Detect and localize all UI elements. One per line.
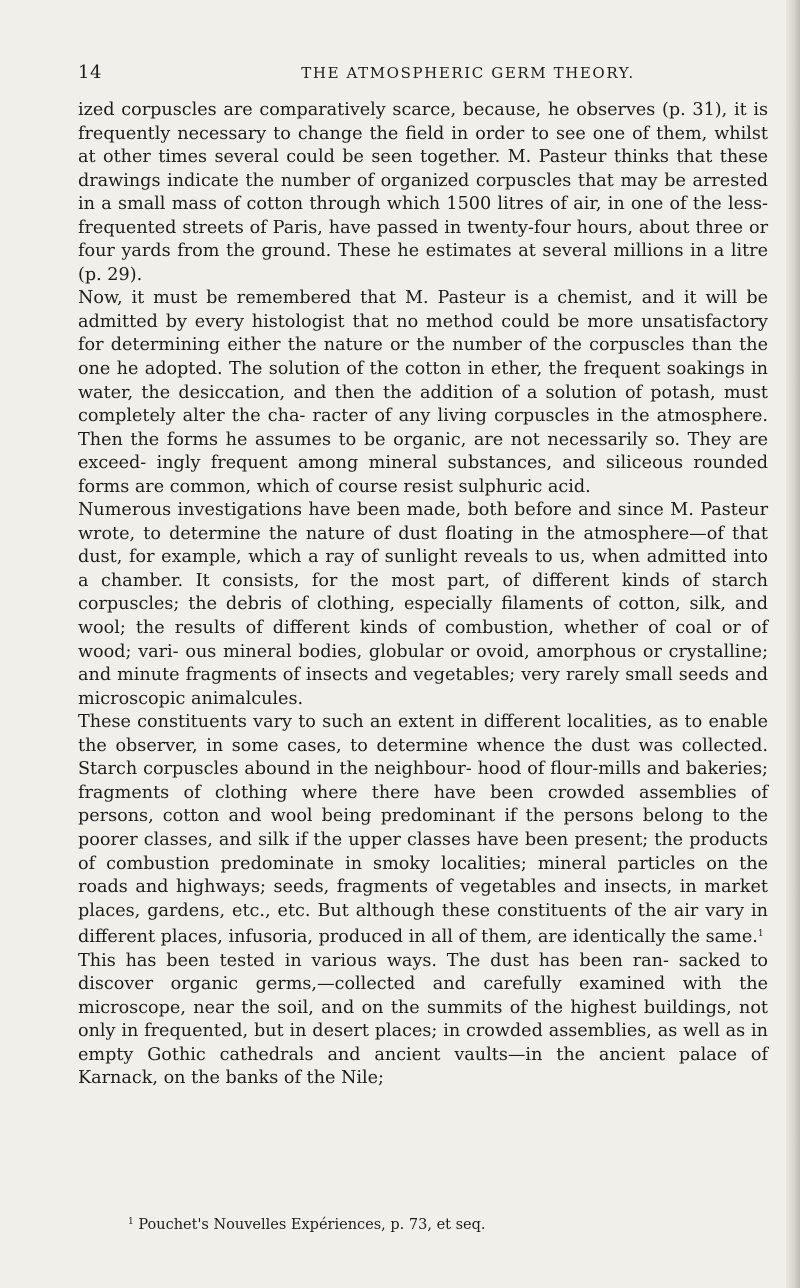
- footnote: [128, 1213, 748, 1234]
- paragraph-5: This has been tested in various ways. The dust has been ran- sacked to discover organic germs,—collected and carefully examined with the microscope, near the soil, and on the summits of the highest buildings, not only in frequented, but in desert places; in crowded assemblies, as well as in empty Gothic cathedrals and ancient vaults—in the ancient palace of Karnack, on the banks of the Nile;: [78, 950, 768, 1089]
- page-number: 14: [78, 62, 102, 83]
- footnote-text: Pouchet's Nouvelles Expériences, p. 73, et seq.: [138, 1217, 486, 1233]
- paragraph-3: Numerous investigations have been made, both before and since M. Pasteur wrote, to determine the nature of dust floating in the atmosphere—of that dust, for example, which a ray of sunlight reveals to us, when admitted into a chamber. It consists, for the most part, of different kinds of starch corpuscles; the debris of clothing, especially filaments of cotton, silk, and wool; the results of different kinds of combustion, whether of coal or of wood; vari- ous mineral bodies, globular or ovoid, amorphous or crystalline; and minute fragments of insects and vegetables; very rarely small seeds and microscopic animalcules.: [78, 500, 768, 709]
- paragraph-1: ized corpuscles are comparatively scarce, because, he observes (p. 31), it is frequently necessary to change the field in order to see one of them, whilst at other times several could be seen together. M. Pasteur thinks that these drawings indicate the number of organized corpuscles that may be arrested in a small mass of cotton through which 1500 litres of air, in one of the less-frequented streets of Paris, have passed in twenty-four hours, about three or four yards from the ground. These he estimates at several millions in a litre (p. 29).: [78, 100, 768, 285]
- paragraph-4: [78, 711, 768, 949]
- paragraph-2: Now, it must be remembered that M. Pasteur is a chemist, and it will be admitted by every histologist that no method could be more unsatisfactory for determining either the nature or the number of the corpuscles than the one he adopted. The solution of the cotton in ether, the frequent soakings in water, the desiccation, and then the addition of a solution of potash, must completely alter the cha- racter of any living corpuscles in the atmosphere. Then the forms he assumes to be organic, are not necessarily so. They are exceed- ingly frequent among mineral substances, and siliceous rounded forms are common, which of course resist sulphuric acid.: [78, 288, 768, 497]
- footnote-reference: 1: [757, 929, 764, 940]
- footnote-marker: 1: [128, 1217, 134, 1227]
- paragraph-4-text: These constituents vary to such an extent in different localities, as to enable the observer, in some cases, to determine whence the dust was collected. Starch corpuscles abound in the neighbour- hood of flour-mills and bakeries; fragments of clothing where there have been crowded assemblies of persons, cotton and wool being predominant if the persons belong to the poorer classes, and silk if the upper classes have been present; the products of combustion predominate in smoky localities; mineral particles on the roads and highways; seeds, fragments of vegetables and insects, in market places, gardens, etc., etc. But although these constituents of the air vary in different places, infusoria, produced in all of them, are identically the same.: [78, 712, 768, 948]
- running-title: THE ATMOSPHERIC GERM THEORY.: [301, 64, 635, 82]
- page-edge-shadow: [786, 0, 800, 1288]
- body-text: [78, 99, 768, 1091]
- page-header: [78, 62, 768, 86]
